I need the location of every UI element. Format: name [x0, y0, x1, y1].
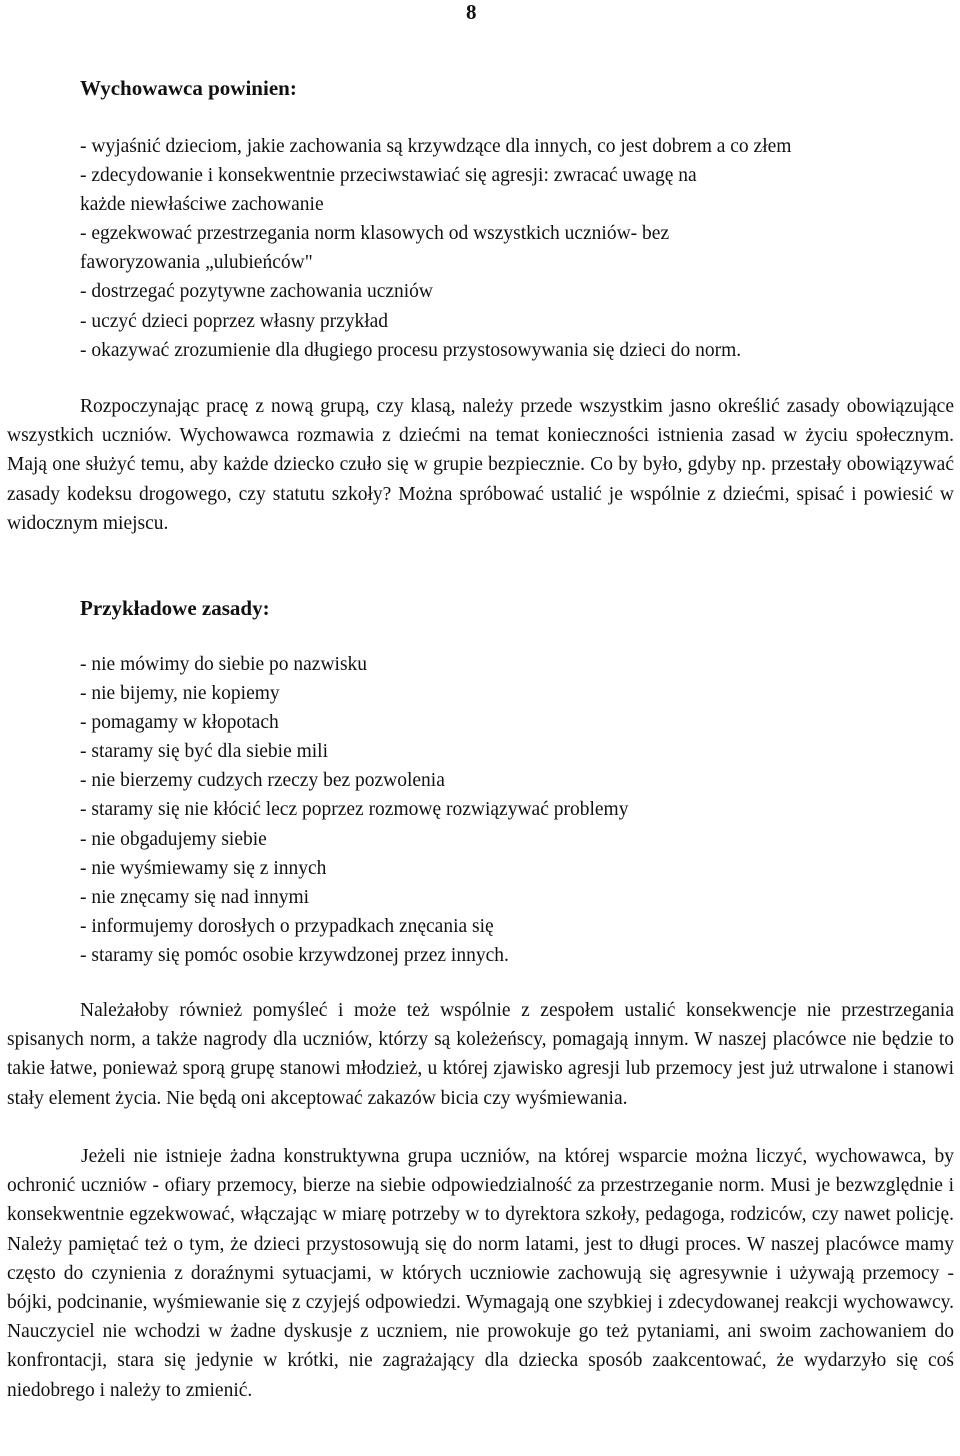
paragraph-rules-intro: Rozpoczynając pracę z nową grupą, czy klasą, należy przede wszystkim jasno określić zasady obowiązujące wszystkich uczniów. Wychowawca rozmawia z dziećmi na temat konieczności istnienia zasad w życiu społecznym. Mają one służyć temu, aby każde dziecko czuło się w grupie bezpiecznie. Co by było, gdyby np. przestały obowiązywać zasady kodeksu drogowego, czy statutu szkoły? Można spróbować ustalić je wspólnie z dziećmi, spisać i powiesić w widocznym miejscu.	[7, 396, 954, 534]
list-item: - uczyć dzieci poprzez własny przykład	[80, 310, 389, 332]
list-item: - pomagamy w kłopotach	[80, 712, 279, 734]
list-item: faworyzowania „ulubieńców"	[80, 252, 313, 274]
list-item: - staramy się pomóc osobie krzywdzonej przez innych.	[80, 944, 509, 966]
teacher-duties-list	[80, 132, 950, 365]
list-item: - staramy się być dla siebie mili	[80, 741, 329, 763]
list-item: - nie bierzemy cudzych rzeczy bez pozwolenia	[80, 770, 445, 792]
paragraph-teacher-response: Jeżeli nie istnieje żadna konstruktywna grupa uczniów, na której wsparcie można liczyć, wychowawca, by ochronić uczniów - ofiary przemocy, bierze na siebie odpowiedzialność za przestrzeganie norm. Musi je bezwzględnie i konsekwentnie egzekwować, włączając w miarę potrzeby w to dyrektora szkoły, pedagoga, rodziców, czy nawet policję. Należy pamiętać też o tym, że dzieci przystosowują się do norm latami, jest to długi proces. W naszej placówce mamy często do czynienia z doraźnymi sytuacjami, w których uczniowie zachowują się agresywnie i używają przemocy - bójki, podcinanie, wyśmiewanie się z czyjejś odpowiedzi. Wymagają one szybkiej i zdecydowanej reakcji wychowawcy. Nauczyciel nie wchodzi w żadne dyskusje z uczniem, nie prowokuje go też pytaniami, ani swoim zachowaniem do konfrontacji, stara się jedynie w krótki, nie zagrażający dla dziecka sposób zaakcentować, że wydarzyło się coś niedobrego i należy to zmienić.	[7, 1146, 954, 1401]
list-item: - nie wyśmiewamy się z innych	[80, 857, 327, 879]
list-item: - wyjaśnić dzieciom, jakie zachowania są krzywdzące dla innych, co jest dobrem a co złem	[80, 136, 792, 157]
list-item: - nie znęcamy się nad innymi	[80, 886, 310, 908]
paragraph-consequences: Należałoby również pomyśleć i może też wspólnie z zespołem ustalić konsekwencje nie przestrzegania spisanych norm, a także nagrody dla uczniów, którzy są koleżeńscy, pomagają innym. W naszej placówce nie będzie to takie łatwe, ponieważ sporą grupę stanowi młodzież, u której zjawisko agresji lub przemocy jest już utrwalone i stanowi stały element życia. Nie będą oni akceptować zakazów bicia czy wyśmiewania.	[7, 1000, 954, 1109]
page-number: 8	[466, 0, 477, 24]
list-item: - nie bijemy, nie kopiemy	[80, 683, 280, 705]
list-item: - nie obgadujemy siebie	[80, 828, 267, 850]
section-heading-example-rules: Przykładowe zasady:	[80, 596, 270, 620]
list-item: - informujemy dorosłych o przypadkach znęcania się	[80, 915, 494, 937]
list-item: - dostrzegać pozytywne zachowania uczniów	[80, 281, 434, 303]
list-item: - egzekwować przestrzegania norm klasowych od wszystkich uczniów- bez	[80, 223, 670, 245]
example-rules-list	[80, 650, 950, 970]
list-item: - zdecydowanie i konsekwentnie przeciwstawiać się agresji: zwracać uwagę na	[80, 165, 697, 187]
list-item: - staramy się nie kłócić lecz poprzez rozmowę rozwiązywać problemy	[80, 799, 629, 821]
list-item: - okazywać zrozumienie dla długiego procesu przystosowywania się dzieci do norm.	[80, 339, 742, 361]
list-item: - nie mówimy do siebie po nazwisku	[80, 654, 368, 675]
list-item: każde niewłaściwe zachowanie	[80, 194, 324, 216]
section-heading-teacher-duties: Wychowawca powinien:	[80, 76, 297, 100]
